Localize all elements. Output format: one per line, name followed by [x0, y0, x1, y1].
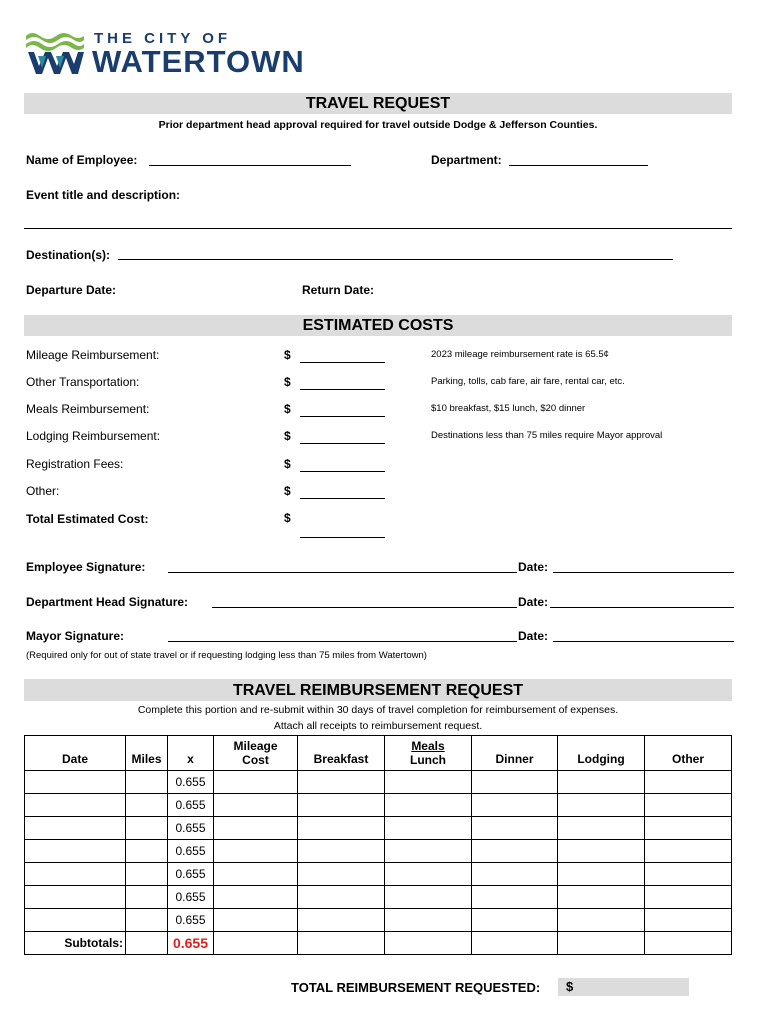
dinner-cell[interactable] [472, 794, 558, 817]
mileage-cost-cell[interactable] [214, 886, 298, 909]
other-cell[interactable] [645, 794, 732, 817]
cost-row-label: Lodging Reimbursement: [26, 429, 161, 443]
rate-cell: 0.655 [168, 909, 214, 932]
other-cell[interactable] [645, 817, 732, 840]
date-cell[interactable] [25, 863, 126, 886]
receipts-instructions: Attach all receipts to reimbursement request. [273, 720, 483, 732]
mayor-signature-field[interactable] [168, 641, 517, 642]
subtotals-row [25, 932, 732, 955]
lodging-cell[interactable] [558, 817, 645, 840]
reimbursement-title: TRAVEL REIMBURSEMENT REQUEST [24, 679, 732, 701]
other-cell[interactable] [645, 886, 732, 909]
lodging-cell[interactable] [558, 840, 645, 863]
miles-cell[interactable] [126, 840, 168, 863]
other-cell[interactable] [645, 771, 732, 794]
employee-date-label: Date: [518, 560, 549, 574]
approval-notice: Prior department head approval required for travel outside Dodge & Jefferson Counties. [158, 119, 598, 131]
event-description-label: Event title and description: [26, 188, 181, 202]
lodging-cell[interactable] [558, 794, 645, 817]
logo-line1: THE CITY OF [94, 30, 232, 47]
lunch-subtotal-cell[interactable] [385, 932, 472, 955]
table-row [25, 863, 732, 886]
breakfast-cell[interactable] [298, 771, 385, 794]
date-cell[interactable] [25, 840, 126, 863]
dinner-cell[interactable] [472, 863, 558, 886]
miles-cell[interactable] [126, 863, 168, 886]
table-row [25, 817, 732, 840]
dollar-sign: $ [284, 375, 291, 389]
total-reimbursement-label: TOTAL REIMBURSEMENT REQUESTED: [291, 980, 541, 995]
breakfast-subtotal-cell[interactable] [298, 932, 385, 955]
mileage-cost-cell[interactable] [214, 817, 298, 840]
mileage-cost-cell[interactable] [214, 771, 298, 794]
mileage-cost-cell[interactable] [214, 840, 298, 863]
destination-label: Destination(s): [26, 248, 110, 262]
mileage-cost-cell[interactable] [214, 909, 298, 932]
miles-cell[interactable] [126, 794, 168, 817]
mileage-header-line2: Cost [242, 753, 269, 767]
table-row [25, 794, 732, 817]
miles-cell[interactable] [126, 909, 168, 932]
destination-field[interactable] [118, 259, 673, 260]
mileage-cost-cell[interactable] [214, 794, 298, 817]
other-cell[interactable] [645, 909, 732, 932]
total-estimated-label: Total Estimated Cost: [26, 512, 149, 526]
lodging-amount-field[interactable] [300, 443, 385, 444]
rate-cell: 0.655 [168, 840, 214, 863]
cost-row-note: 2023 mileage reimbursement rate is 65.5¢ [431, 349, 609, 360]
dinner-cell[interactable] [472, 886, 558, 909]
lunch-header: Lunch [410, 753, 446, 767]
other-amount-field[interactable] [300, 498, 385, 499]
miles-subtotal-cell[interactable] [126, 932, 168, 955]
table-row [25, 909, 732, 932]
rate-cell: 0.655 [168, 863, 214, 886]
lodging-subtotal-cell[interactable] [558, 932, 645, 955]
cost-row-label: Registration Fees: [26, 457, 124, 471]
registration-amount-field[interactable] [300, 471, 385, 472]
dollar-sign: $ [284, 484, 291, 498]
cost-row-label: Mileage Reimbursement: [26, 348, 160, 362]
breakfast-cell[interactable] [298, 886, 385, 909]
date-cell[interactable] [25, 794, 126, 817]
dinner-cell[interactable] [472, 909, 558, 932]
lodging-cell[interactable] [558, 863, 645, 886]
total-currency: $ [566, 979, 574, 994]
employee-name-label: Name of Employee: [26, 153, 138, 167]
breakfast-cell[interactable] [298, 794, 385, 817]
mileage-amount-field[interactable] [300, 362, 385, 363]
other-cell[interactable] [645, 863, 732, 886]
travel-request-title: TRAVEL REQUEST [24, 93, 732, 114]
col-dinner-header: Dinner [472, 736, 558, 771]
employee-date-field[interactable] [553, 572, 734, 573]
col-mileage-cost-header [214, 736, 298, 771]
breakfast-cell[interactable] [298, 863, 385, 886]
table-row [25, 771, 732, 794]
breakfast-cell[interactable] [298, 840, 385, 863]
watertown-logo-icon [24, 32, 86, 76]
col-lodging-header: Lodging [558, 736, 645, 771]
other-cell[interactable] [645, 840, 732, 863]
lunch-cell[interactable] [385, 840, 472, 863]
col-miles-header: Miles [126, 736, 168, 771]
dept-head-date-label: Date: [518, 595, 549, 609]
miles-cell[interactable] [126, 886, 168, 909]
logo-line2: WATERTOWN [92, 44, 305, 79]
lodging-cell[interactable] [558, 909, 645, 932]
department-label: Department: [431, 153, 502, 167]
table-row [25, 886, 732, 909]
return-date-label: Return Date: [302, 283, 375, 297]
mileage-subtotal-cell[interactable] [214, 932, 298, 955]
event-description-field[interactable] [24, 228, 732, 229]
mayor-date-field[interactable] [553, 641, 734, 642]
dinner-cell[interactable] [472, 817, 558, 840]
cost-row-note: Destinations less than 75 miles require Mayor approval [431, 430, 663, 441]
dept-head-signature-label: Department Head Signature: [26, 595, 189, 609]
subtotals-label: Subtotals: [25, 932, 126, 955]
reimbursement-instructions: Complete this portion and re-submit within 30 days of travel completion for reimbursement of expenses. [137, 704, 619, 716]
dinner-cell[interactable] [472, 771, 558, 794]
lunch-cell[interactable] [385, 863, 472, 886]
breakfast-cell[interactable] [298, 909, 385, 932]
dollar-sign: $ [284, 402, 291, 416]
lodging-cell[interactable] [558, 771, 645, 794]
meals-header: Meals [411, 739, 445, 753]
dinner-subtotal-cell[interactable] [472, 932, 558, 955]
lodging-cell[interactable] [558, 886, 645, 909]
employee-signature-label: Employee Signature: [26, 560, 146, 574]
col-date-header: Date [25, 736, 126, 771]
dollar-sign: $ [284, 348, 291, 362]
dept-head-date-field[interactable] [550, 607, 734, 608]
total-reimbursement-field[interactable] [558, 978, 689, 996]
lunch-cell[interactable] [385, 817, 472, 840]
table-row [25, 840, 732, 863]
dollar-sign: $ [284, 511, 291, 525]
employee-name-field[interactable] [149, 165, 351, 166]
breakfast-cell[interactable] [298, 817, 385, 840]
mayor-signature-label: Mayor Signature: [26, 629, 125, 643]
dollar-sign: $ [284, 429, 291, 443]
reimbursement-table [24, 735, 732, 955]
employee-signature-field[interactable] [168, 572, 517, 573]
col-lunch-header [385, 736, 472, 771]
cost-row-note: $10 breakfast, $15 lunch, $20 dinner [431, 403, 586, 414]
date-cell[interactable] [25, 886, 126, 909]
date-cell[interactable] [25, 771, 126, 794]
cost-row-label: Other Transportation: [26, 375, 140, 389]
total-estimated-field[interactable] [300, 537, 385, 538]
lunch-cell[interactable] [385, 886, 472, 909]
lunch-cell[interactable] [385, 909, 472, 932]
mayor-note: (Required only for out of state travel or if requesting lodging less than 75 miles from Watertown) [26, 650, 427, 661]
miles-cell[interactable] [126, 771, 168, 794]
cost-row-label: Meals Reimbursement: [26, 402, 150, 416]
transportation-amount-field[interactable] [300, 389, 385, 390]
dept-head-signature-field[interactable] [212, 607, 517, 608]
mileage-cost-cell[interactable] [214, 863, 298, 886]
estimated-costs-title: ESTIMATED COSTS [24, 315, 732, 336]
rate-cell: 0.655 [168, 886, 214, 909]
meals-amount-field[interactable] [300, 416, 385, 417]
mileage-header-line1: Mileage [233, 739, 278, 753]
lunch-cell[interactable] [385, 771, 472, 794]
rate-cell: 0.655 [168, 794, 214, 817]
table-header-row [25, 736, 732, 771]
cost-row-note: Parking, tolls, cab fare, air fare, rental car, etc. [431, 376, 625, 387]
other-subtotal-cell[interactable] [645, 932, 732, 955]
department-field[interactable] [509, 165, 648, 166]
dinner-cell[interactable] [472, 840, 558, 863]
col-x-header: x [168, 736, 214, 771]
date-cell[interactable] [25, 909, 126, 932]
date-cell[interactable] [25, 817, 126, 840]
col-other-header: Other [645, 736, 732, 771]
miles-cell[interactable] [126, 817, 168, 840]
rate-cell: 0.655 [168, 817, 214, 840]
cost-row-label: Other: [26, 484, 60, 498]
subtotal-rate-cell: 0.655 [168, 932, 214, 955]
dollar-sign: $ [284, 457, 291, 471]
departure-date-label: Departure Date: [26, 283, 117, 297]
lunch-cell[interactable] [385, 794, 472, 817]
col-breakfast-header: Breakfast [298, 736, 385, 771]
mayor-date-label: Date: [518, 629, 549, 643]
rate-cell: 0.655 [168, 771, 214, 794]
